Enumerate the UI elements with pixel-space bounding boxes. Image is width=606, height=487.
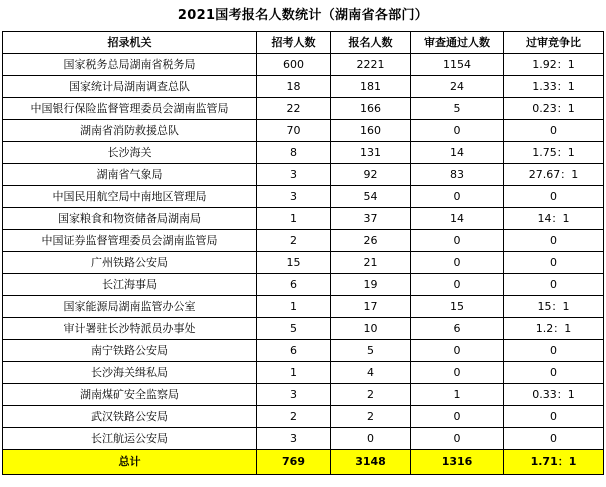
- cell-quota: 2: [257, 230, 331, 252]
- cell-ratio: 1.92：1: [504, 54, 604, 76]
- cell-ratio: 0: [504, 120, 604, 142]
- cell-agency: 国家统计局湖南调查总队: [3, 76, 257, 98]
- cell-quota: 1: [257, 296, 331, 318]
- cell-applicants: 160: [331, 120, 411, 142]
- cell-applicants: 0: [331, 428, 411, 450]
- cell-approved: 1154: [411, 54, 504, 76]
- header-agency: 招录机关: [3, 32, 257, 54]
- table-row: [3, 428, 604, 450]
- cell-ratio: 1.75：1: [504, 142, 604, 164]
- cell-agency: 湖南省消防救援总队: [3, 120, 257, 142]
- cell-applicants: 2221: [331, 54, 411, 76]
- cell-agency: 长江航运公安局: [3, 428, 257, 450]
- cell-ratio: 1.2：1: [504, 318, 604, 340]
- cell-applicants: 4: [331, 362, 411, 384]
- table-row: [3, 208, 604, 230]
- table-row: [3, 142, 604, 164]
- cell-quota: 3: [257, 428, 331, 450]
- cell-agency: 长江海事局: [3, 274, 257, 296]
- total-applicants: 3148: [331, 450, 411, 475]
- cell-approved: 0: [411, 252, 504, 274]
- table-header-row: [3, 32, 604, 54]
- cell-ratio: 0: [504, 362, 604, 384]
- cell-applicants: 166: [331, 98, 411, 120]
- statistics-table: [2, 31, 604, 475]
- cell-agency: 广州铁路公安局: [3, 252, 257, 274]
- cell-agency: 审计署驻长沙特派员办事处: [3, 318, 257, 340]
- table-body: [3, 54, 604, 450]
- cell-approved: 0: [411, 274, 504, 296]
- cell-applicants: 21: [331, 252, 411, 274]
- cell-approved: 15: [411, 296, 504, 318]
- cell-ratio: 0.23：1: [504, 98, 604, 120]
- table-row: [3, 54, 604, 76]
- cell-quota: 8: [257, 142, 331, 164]
- header-approved: 审查通过人数: [411, 32, 504, 54]
- cell-ratio: 0: [504, 230, 604, 252]
- total-approved: 1316: [411, 450, 504, 475]
- cell-applicants: 181: [331, 76, 411, 98]
- cell-quota: 6: [257, 274, 331, 296]
- table-row: [3, 164, 604, 186]
- cell-approved: 14: [411, 208, 504, 230]
- cell-ratio: 14：1: [504, 208, 604, 230]
- cell-quota: 1: [257, 208, 331, 230]
- cell-approved: 0: [411, 340, 504, 362]
- table-row: [3, 362, 604, 384]
- header-quota: 招考人数: [257, 32, 331, 54]
- total-row: [3, 450, 604, 475]
- cell-agency: 国家能源局湖南监管办公室: [3, 296, 257, 318]
- table-row: [3, 384, 604, 406]
- cell-quota: 70: [257, 120, 331, 142]
- cell-quota: 15: [257, 252, 331, 274]
- cell-agency: 中国民用航空局中南地区管理局: [3, 186, 257, 208]
- cell-applicants: 5: [331, 340, 411, 362]
- cell-applicants: 131: [331, 142, 411, 164]
- cell-ratio: 0: [504, 252, 604, 274]
- total-quota: 769: [257, 450, 331, 475]
- cell-agency: 国家粮食和物资储备局湖南局: [3, 208, 257, 230]
- cell-approved: 6: [411, 318, 504, 340]
- cell-approved: 83: [411, 164, 504, 186]
- cell-ratio: 0: [504, 340, 604, 362]
- cell-ratio: 15：1: [504, 296, 604, 318]
- cell-quota: 2: [257, 406, 331, 428]
- cell-ratio: 0: [504, 406, 604, 428]
- table-row: [3, 120, 604, 142]
- cell-agency: 中国银行保险监督管理委员会湖南监管局: [3, 98, 257, 120]
- cell-quota: 600: [257, 54, 331, 76]
- cell-ratio: 27.67：1: [504, 164, 604, 186]
- header-applicants: 报名人数: [331, 32, 411, 54]
- cell-applicants: 10: [331, 318, 411, 340]
- cell-approved: 0: [411, 406, 504, 428]
- cell-applicants: 17: [331, 296, 411, 318]
- cell-agency: 长沙海关: [3, 142, 257, 164]
- cell-quota: 18: [257, 76, 331, 98]
- total-label: 总计: [3, 450, 257, 475]
- header-ratio: 过审竞争比: [504, 32, 604, 54]
- table-row: [3, 252, 604, 274]
- table-row: [3, 340, 604, 362]
- cell-agency: 中国证券监督管理委员会湖南监管局: [3, 230, 257, 252]
- cell-quota: 1: [257, 362, 331, 384]
- table-row: [3, 186, 604, 208]
- cell-approved: 0: [411, 120, 504, 142]
- cell-approved: 0: [411, 362, 504, 384]
- table-row: [3, 318, 604, 340]
- cell-applicants: 2: [331, 384, 411, 406]
- cell-approved: 0: [411, 186, 504, 208]
- cell-ratio: 0: [504, 186, 604, 208]
- cell-approved: 14: [411, 142, 504, 164]
- cell-approved: 24: [411, 76, 504, 98]
- cell-approved: 1: [411, 384, 504, 406]
- cell-applicants: 92: [331, 164, 411, 186]
- cell-ratio: 0: [504, 274, 604, 296]
- cell-ratio: 0: [504, 428, 604, 450]
- cell-quota: 5: [257, 318, 331, 340]
- table-row: [3, 406, 604, 428]
- cell-quota: 3: [257, 186, 331, 208]
- table-title: 2021国考报名人数统计（湖南省各部门）: [177, 8, 429, 23]
- cell-applicants: 54: [331, 186, 411, 208]
- table-row: [3, 296, 604, 318]
- cell-applicants: 37: [331, 208, 411, 230]
- table-row: [3, 274, 604, 296]
- cell-agency: 武汉铁路公安局: [3, 406, 257, 428]
- total-ratio: 1.71：1: [504, 450, 604, 475]
- cell-quota: 3: [257, 164, 331, 186]
- table-row: [3, 76, 604, 98]
- cell-agency: 湖南煤矿安全监察局: [3, 384, 257, 406]
- cell-applicants: 26: [331, 230, 411, 252]
- cell-quota: 22: [257, 98, 331, 120]
- cell-approved: 5: [411, 98, 504, 120]
- cell-agency: 南宁铁路公安局: [3, 340, 257, 362]
- cell-ratio: 0.33：1: [504, 384, 604, 406]
- cell-approved: 0: [411, 428, 504, 450]
- table-row: [3, 98, 604, 120]
- cell-agency: 国家税务总局湖南省税务局: [3, 54, 257, 76]
- cell-applicants: 2: [331, 406, 411, 428]
- cell-agency: 湖南省气象局: [3, 164, 257, 186]
- cell-quota: 6: [257, 340, 331, 362]
- table-row: [3, 230, 604, 252]
- cell-applicants: 19: [331, 274, 411, 296]
- cell-quota: 3: [257, 384, 331, 406]
- cell-agency: 长沙海关缉私局: [3, 362, 257, 384]
- cell-ratio: 1.33：1: [504, 76, 604, 98]
- cell-approved: 0: [411, 230, 504, 252]
